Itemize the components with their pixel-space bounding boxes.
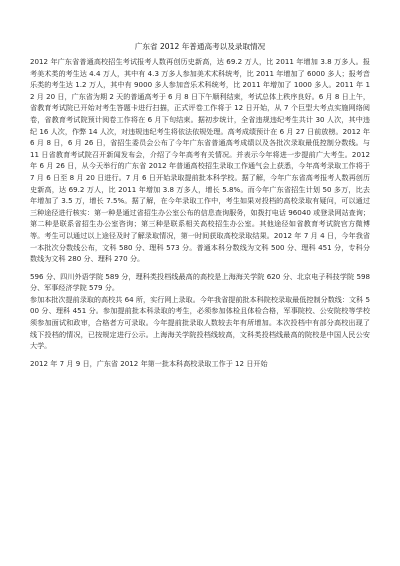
paragraph-1: 2012 年广东省普通高校招生考试报考人数再创历史新高，达 69.2 万人，比 2011 年增加 3.8 万多人。报考美术类的考生达 4.4 万人，其中有 4.3 万多人参加美术术科统考，比 2011 年增加了 6000 多人；报考音乐类的考生达 1.2 万人，其中有 9000 多人参加音乐术科统考，比 2011 年增加了 1000 多人。2011 年 12 月 20 日，广东省为期 2 天的普通高考于 6 月 8 日下午顺利结束，考试总体上秩序良好。6 月 8 日上午，省教育考试院已开始对考生答题卡进行扫描，正式评卷工作将于 12 日开始，从 7 个巨型大考点实施网络阅卷，省教育考试院预计阅卷工作将在 6 月下旬结束。据初步统计，全省违规违纪考生共计 30 人次，其中违纪 16 人次，作弊 14 人次，对违规违纪考生将依法依规处理。高考成绩预计在 6 月 27 日前放榜。2012 年 6 月 8 日，6 月 26 日，省招生委员会公布了今年广东省普通高考成绩以及各批次录取最低控制分数线。与 11 日省教育考试院召开新闻发布会，介绍了今年高考有关情况。并表示今年将进一步提前广大考生。2012 年 6 月 26 日，从今天举行的广东省 2012 年普通高校招生录取工作通气会上获悉，今年高考录取工作将于 7 月 6 日至 8 月 20 日进行。7 月 6 日开始录取提前批本科学校。据了解，今年广东省高考报考人数再创历史新高，达 69.2 万人，比 2011 年增加 3.8 万多人，增长 5.8%。而今年广东省招生计划 50 多万，比去年增加了 3.5 万，增长 7.5%。据了解，在今年录取工作中，考生如果对投档的高校录取有疑问，可以通过三种途径进行核实：第一种是通过省招生办公室公布的信息查询服务，如拨打电话 96040 或登录网站查询；第二种是联系省招生办公室咨询；第三种是联系相关高校招生办公室。其他途径如省教育考试院官方微博等。考生可以通过以上途径及时了解录取情况，第一时间获取高校录取结果。2012 年 7 月 4 日，今年我省一本批次分数线公布，文科 580 分、理科 573 分。普通本科分数线为文科 500 分、理科 451 分，专科分数线为文科 280 分、理科 270 分。 bbox=[30, 57, 370, 264]
paragraph-2: 596 分、四川外语学院 589 分，理科类投档线最高的高校是上海海关学院 620 分、北京电子科技学院 598 分、军事经济学院 579 分。 bbox=[30, 271, 370, 293]
document-title: 广东省 2012 年普通高考以及录取情况 bbox=[134, 42, 266, 51]
footer-line: 2012 年 7 月 9 日，广东省 2012 年第一批本科高校录取工作于 12 日开始 bbox=[30, 358, 268, 368]
paragraph-3: 参加本批次提前录取的高校共 64 所，实行网上录取。今年我省提前批本科院校录取最低控制分数线：文科 500 分、理科 451 分。参加提前批本科录取的考生，必须参加体检且体检合格，军事院校、公安院校等学校须参加面试和政审，合格者方可录取。今年提前批录取人数较去年有所增加。本次投档中有部分高校出现了线下投档的情况，已按规定进行公示。上海海关学院投档线较高，文科类投档线最高的院校是中国人民公安大学。 bbox=[30, 294, 370, 351]
